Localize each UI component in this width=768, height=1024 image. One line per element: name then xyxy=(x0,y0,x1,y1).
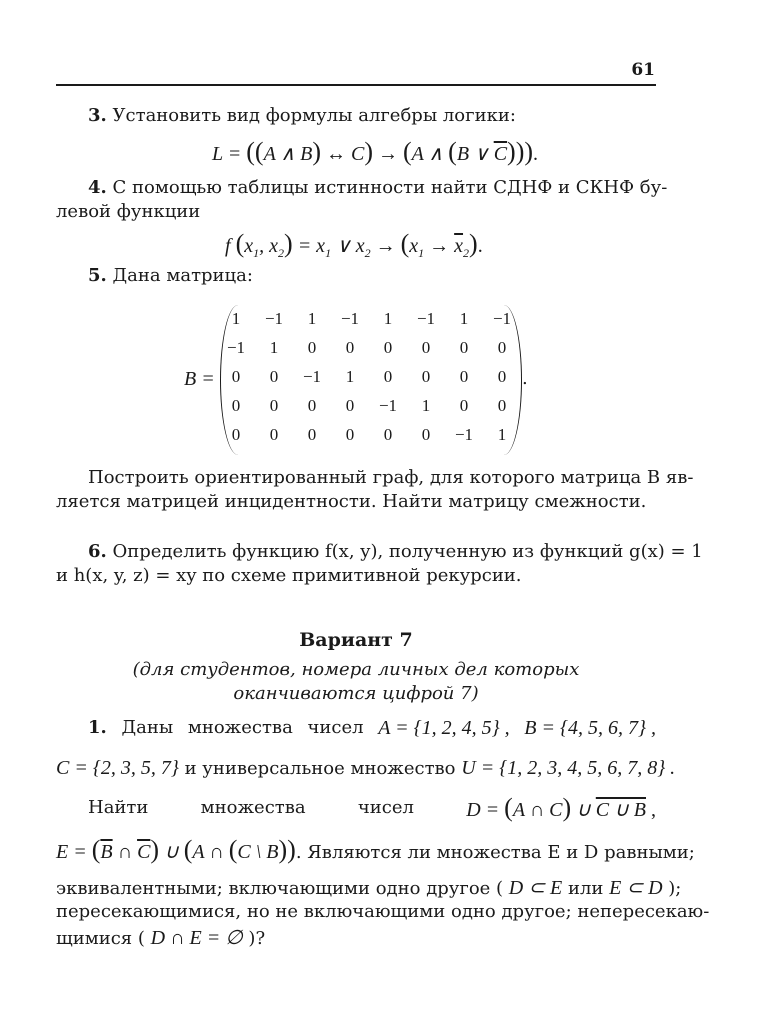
page-number: 61 xyxy=(631,60,655,80)
matrix-cell: 0 xyxy=(459,367,469,386)
task-number: 1. xyxy=(88,717,107,738)
matrix-cell: 0 xyxy=(269,396,279,415)
matrix-cell: 0 xyxy=(383,367,393,386)
matrix-cell: 0 xyxy=(345,396,355,415)
task5-after-line1: Построить ориентированный граф, для которого матрица B яв- xyxy=(88,467,694,488)
matrix-cell: 0 xyxy=(497,367,507,386)
task-text: Определить функцию f(x, y), полученную из функций g(x) = 1 xyxy=(112,541,703,562)
task-text: С помощью таблицы истинности найти СДНФ и СКНФ бу- xyxy=(112,177,668,198)
text: или xyxy=(567,878,604,899)
header-rule xyxy=(56,84,656,86)
word: чисел xyxy=(307,717,364,738)
text: эквивалентными; включающими одно другое ( xyxy=(56,878,504,899)
matrix-cell: −1 xyxy=(492,309,512,328)
formula-e: $E = (\overline{B}$ ∩ $\overline{C}$) ∪ (A ∩ (C \ B)) xyxy=(56,835,296,864)
task-number: 6. xyxy=(88,541,107,562)
matrix-cell: 0 xyxy=(269,367,279,386)
task-number: 5. xyxy=(88,265,107,286)
formula-l: L = ((A ∧ B) ↔ C) → (A ∧ (B ∨ $\overline{C}$))). xyxy=(212,137,539,166)
text-after-e: . Являются ли множества E и D равными; xyxy=(295,842,695,863)
matrix-cell: 0 xyxy=(383,425,393,444)
matrix-b xyxy=(220,305,522,455)
task7-1-line4 xyxy=(56,835,695,865)
relation-d-subset-e: D ⊂ E xyxy=(508,877,563,899)
task7-1-line5 xyxy=(56,876,681,901)
matrix-cell: 0 xyxy=(307,396,317,415)
set-u: U = {1, 2, 3, 4, 5, 6, 7, 8} . xyxy=(461,757,676,779)
set-a: A = {1, 2, 4, 5} , xyxy=(378,717,510,739)
set-b: B = {4, 5, 6, 7} , xyxy=(524,717,656,739)
matrix-cell: 0 xyxy=(307,425,317,444)
matrix-cell: 1 xyxy=(383,309,393,328)
matrix-period: . xyxy=(522,368,528,389)
formula-d: D = (A ∩ C) ∪ C ∪ B , xyxy=(466,793,656,822)
task7-1-line2 xyxy=(56,756,675,781)
matrix-cell: −1 xyxy=(226,338,246,357)
task7-1-line6: пересекающимися, но не включающими одно другое; непересекаю- xyxy=(56,901,710,922)
task4-text-line1 xyxy=(88,176,667,200)
matrix-cell: 0 xyxy=(231,425,241,444)
matrix-cell: 0 xyxy=(269,425,279,444)
matrix-cell: 0 xyxy=(307,338,317,357)
matrix-name: B = xyxy=(184,368,215,390)
matrix-cell: −1 xyxy=(302,367,322,386)
formula-f: f ($x_1$, $x_2) = x_1$ ∨ $x_2 \to (x_1 \to \overline{x}_2)$. xyxy=(225,229,483,260)
matrix-cell: −1 xyxy=(264,309,284,328)
task7-1-line3 xyxy=(88,793,656,822)
matrix-cell: 0 xyxy=(383,338,393,357)
text: щимися ( xyxy=(56,928,145,949)
text: ); xyxy=(668,878,682,899)
matrix-cell: 0 xyxy=(345,338,355,357)
word: множества xyxy=(187,717,293,738)
matrix-cell: 0 xyxy=(497,338,507,357)
matrix-cell: 1 xyxy=(231,309,241,328)
matrix-cell: 0 xyxy=(497,396,507,415)
matrix-cell: 1 xyxy=(459,309,469,328)
matrix-cell: 0 xyxy=(421,338,431,357)
matrix-cell: −1 xyxy=(340,309,360,328)
matrix-cell: 0 xyxy=(421,367,431,386)
word: Даны xyxy=(121,717,174,738)
task5-text xyxy=(88,264,253,288)
task-text: Установить вид формулы алгебры логики: xyxy=(112,105,516,126)
word: чисел xyxy=(357,797,414,818)
word: Найти xyxy=(88,797,149,818)
matrix-cell: −1 xyxy=(454,425,474,444)
task6-line2: и h(x, y, z) = xy по схеме примитивной рекурсии. xyxy=(56,565,522,586)
matrix-cell: 0 xyxy=(231,396,241,415)
matrix-cell: −1 xyxy=(378,396,398,415)
task6-line1 xyxy=(88,540,703,564)
relation-e-subset-d: E ⊂ D xyxy=(609,877,663,899)
task4-text-line2: левой функции xyxy=(56,201,201,222)
set-c: C = {2, 3, 5, 7} xyxy=(56,757,179,779)
word: множества xyxy=(200,797,306,818)
task7-1-line1 xyxy=(88,716,656,740)
matrix-cell: 1 xyxy=(269,338,279,357)
text: )? xyxy=(248,928,266,949)
matrix-cell: 0 xyxy=(421,425,431,444)
matrix-cell: −1 xyxy=(416,309,436,328)
variant-subtitle-line2: оканчиваются цифрой 7) xyxy=(233,683,479,704)
relation-intersection-empty: D ∩ E = ∅ xyxy=(150,927,243,949)
task3-text xyxy=(88,104,516,128)
universal-text: и универсальное множество xyxy=(184,758,456,779)
task-text: Дана матрица: xyxy=(112,265,253,286)
matrix-cell: 1 xyxy=(345,367,355,386)
task7-1-line7 xyxy=(56,926,265,951)
matrix-cell: 1 xyxy=(421,396,431,415)
matrix-cell: 0 xyxy=(345,425,355,444)
variant-title: Вариант 7 xyxy=(299,629,413,651)
task-number: 4. xyxy=(88,177,107,198)
matrix-cell: 0 xyxy=(459,338,469,357)
task5-after-line2: ляется матрицей инцидентности. Найти матрицу смежности. xyxy=(56,491,647,512)
task-number: 3. xyxy=(88,105,107,126)
matrix-cell: 1 xyxy=(307,309,317,328)
matrix-cell: 1 xyxy=(497,425,507,444)
variant-subtitle-line1: (для студентов, номера личных дел которых xyxy=(132,659,580,680)
matrix-cell: 0 xyxy=(231,367,241,386)
matrix-cell: 0 xyxy=(459,396,469,415)
